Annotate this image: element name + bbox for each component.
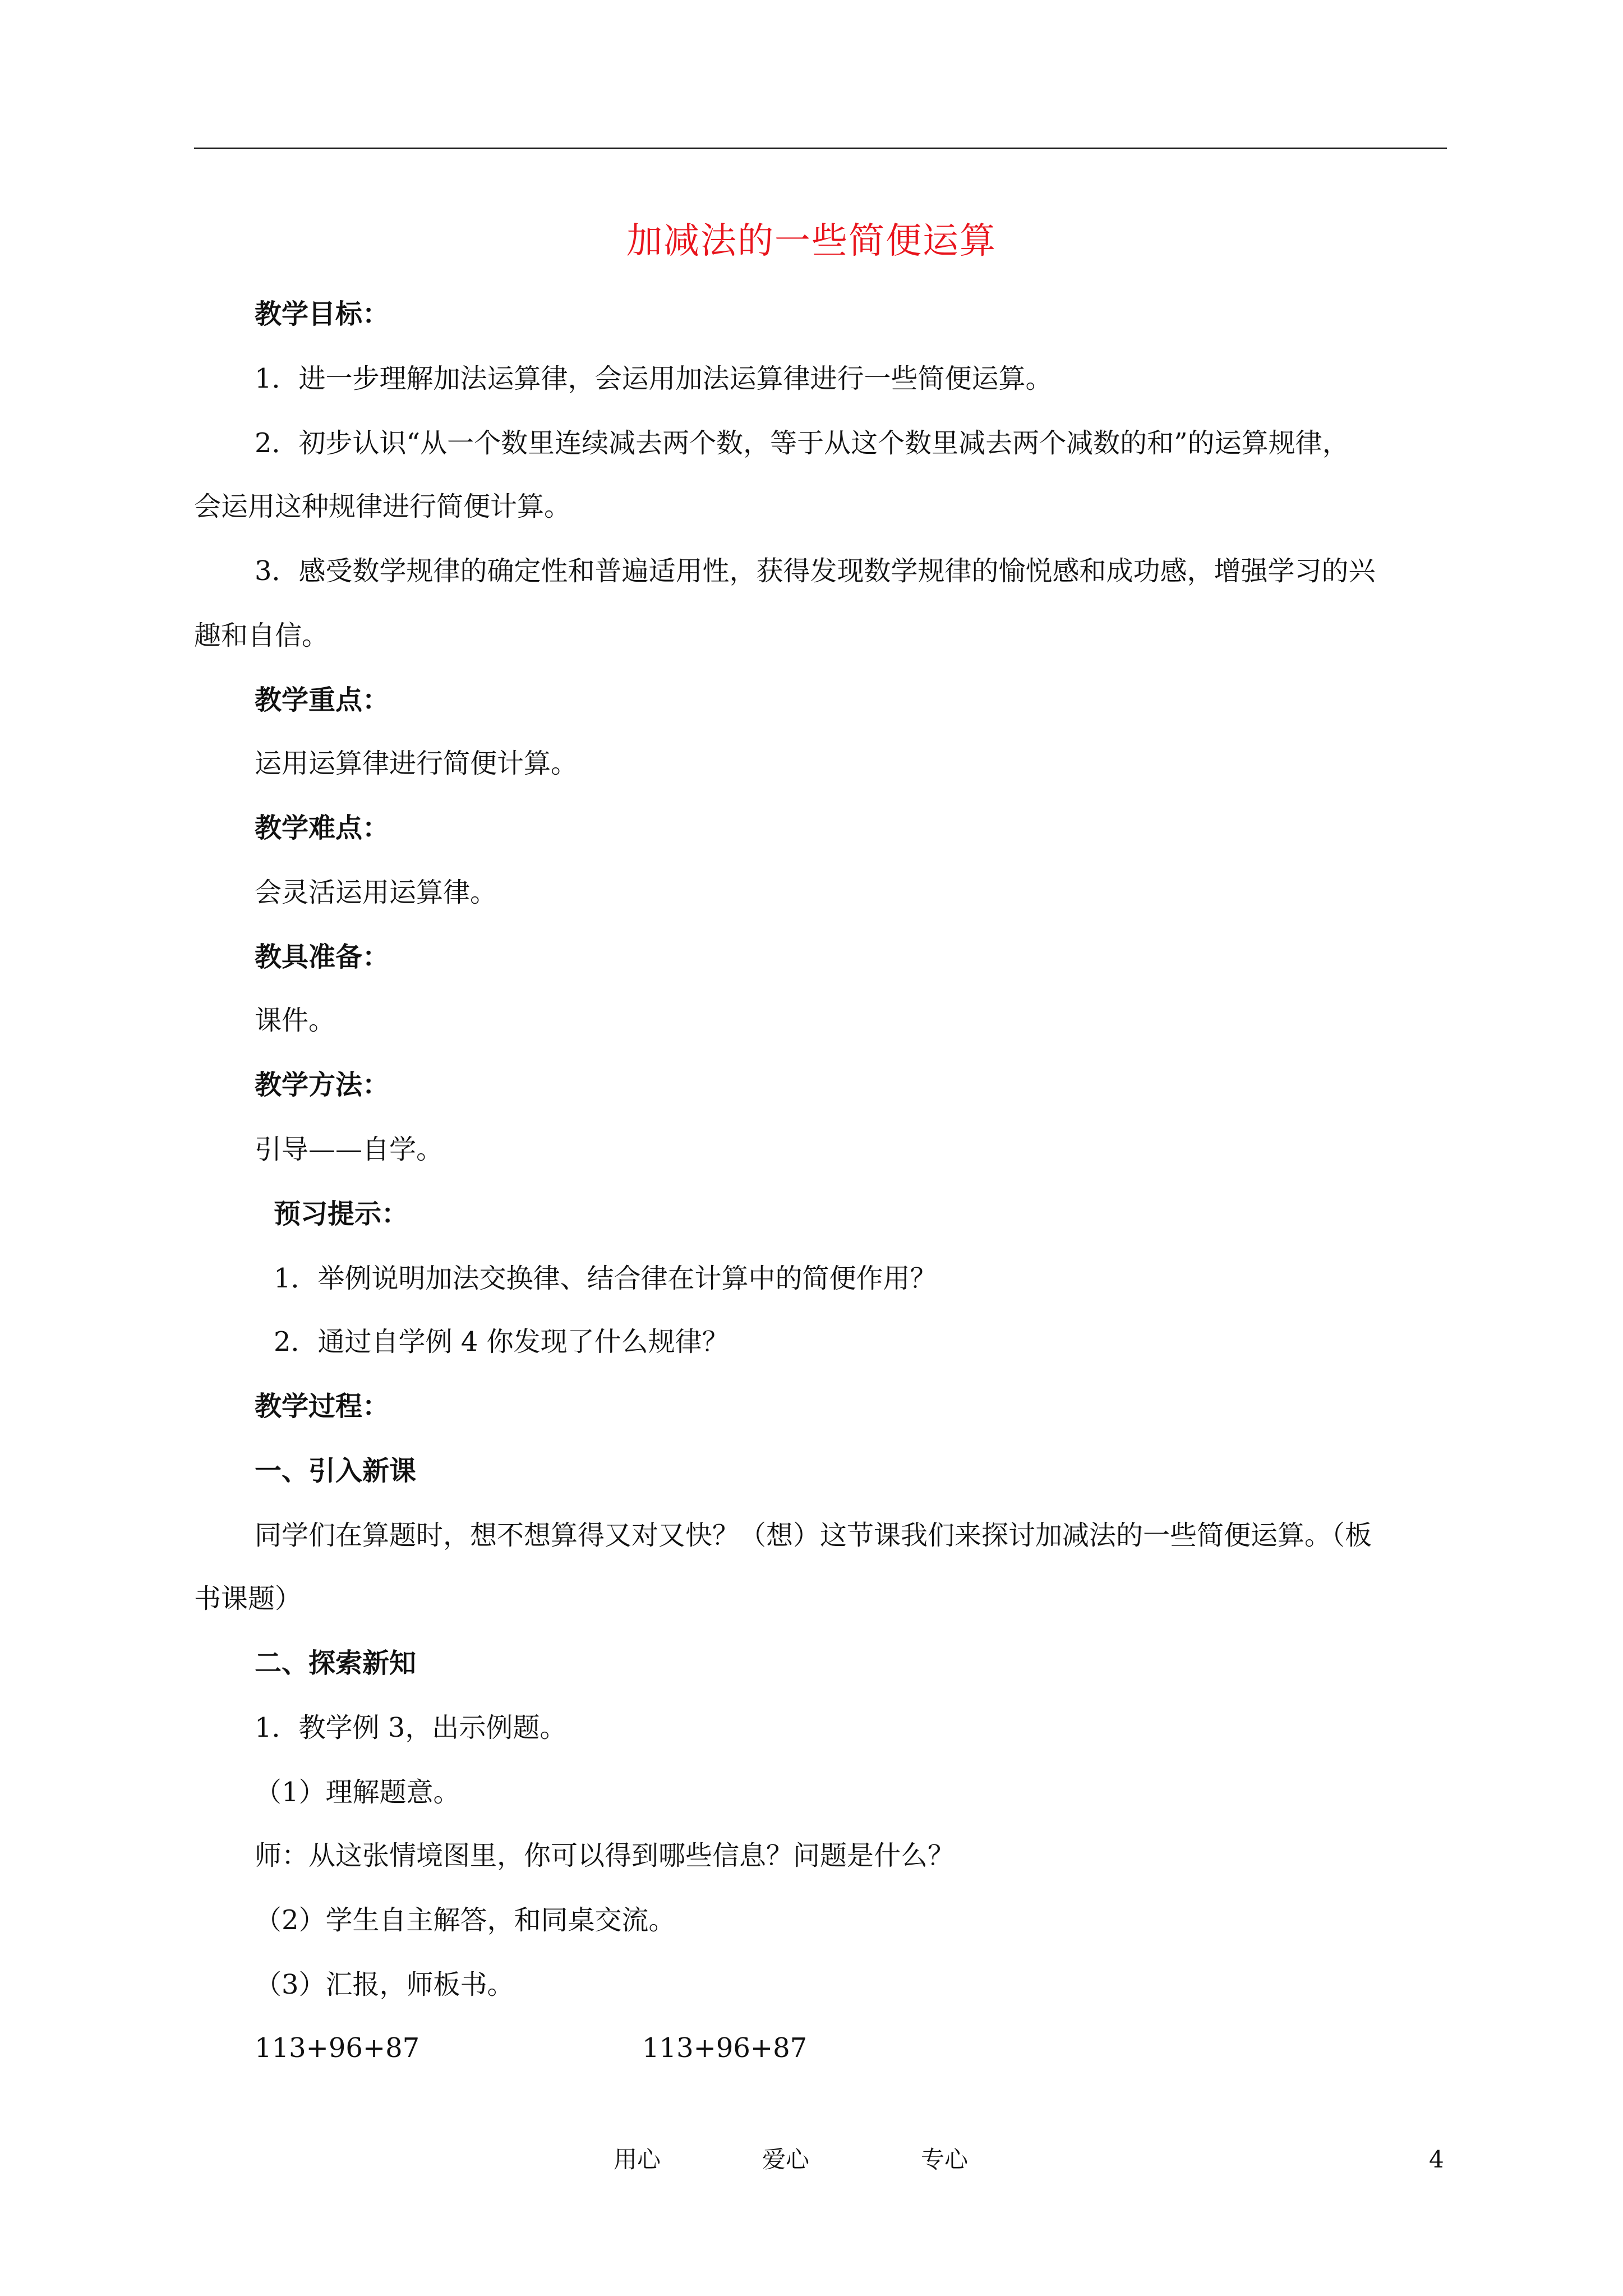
expression-left: 113+96+87 (255, 2032, 420, 2064)
step-3: （3）汇报，师板书。 (255, 1969, 514, 2000)
footer-text-1: 用心 (614, 2146, 661, 2173)
process-heading: 教学过程： (255, 1391, 390, 1422)
difficulty-text: 会灵活运用运算律。 (255, 877, 497, 908)
tools-text: 课件。 (255, 1005, 336, 1036)
difficulty-heading: 教学难点： (255, 812, 390, 844)
page-title: 加减法的一些简便运算 (626, 220, 997, 262)
section-1-line-2: 书课题） (194, 1583, 302, 1614)
step-2: （2）学生自主解答，和同桌交流。 (255, 1904, 676, 1936)
section-1-line-1: 同学们在算题时，想不想算得又对又快？（想）这节课我们来探讨加减法的一些简便运算。（板 (255, 1520, 1372, 1551)
item-1: 1．教学例 3，出示例题。 (255, 1712, 567, 1743)
goal-1: 1．进一步理解加法运算律，会运用加法运算律进行一些简便运算。 (255, 363, 1053, 394)
goal-2-line-1: 2．初步认识“从一个数里连续减去两个数，等于从这个数里减去两个减数的和”的运算规律， (255, 427, 1349, 459)
key-heading: 教学重点： (255, 684, 390, 716)
method-text: 引导——自学。 (255, 1134, 444, 1165)
tools-heading: 教具准备： (255, 941, 390, 973)
footer-text-3: 专心 (921, 2146, 969, 2173)
teacher-line: 师：从这张情境图里，你可以得到哪些信息？问题是什么？ (255, 1840, 955, 1871)
header-rule (194, 148, 1447, 149)
preview-heading: 预习提示： (274, 1198, 409, 1230)
key-text: 运用运算律进行简便计算。 (255, 748, 578, 779)
page-number: 4 (1429, 2146, 1444, 2173)
expression-right: 113+96+87 (642, 2032, 808, 2064)
goal-2-line-2: 会运用这种规律进行简便计算。 (194, 491, 571, 522)
preview-2: 2．通过自学例 4 你发现了什么规律？ (274, 1326, 729, 1358)
step-1: （1）理解题意。 (255, 1777, 460, 1808)
goals-heading: 教学目标： (255, 298, 390, 330)
section-1-heading: 一、引入新课 (255, 1455, 417, 1487)
method-heading: 教学方法： (255, 1069, 390, 1101)
footer-text-2: 爱心 (762, 2146, 810, 2173)
goal-3-line-2: 趣和自信。 (194, 620, 329, 651)
section-2-heading: 二、探索新知 (255, 1648, 417, 1679)
goal-3-line-1: 3．感受数学规律的确定性和普遍适用性，获得发现数学规律的愉悦感和成功感，增强学习的兴 (255, 555, 1376, 587)
preview-1: 1．举例说明加法交换律、结合律在计算中的简便作用？ (274, 1263, 937, 1294)
